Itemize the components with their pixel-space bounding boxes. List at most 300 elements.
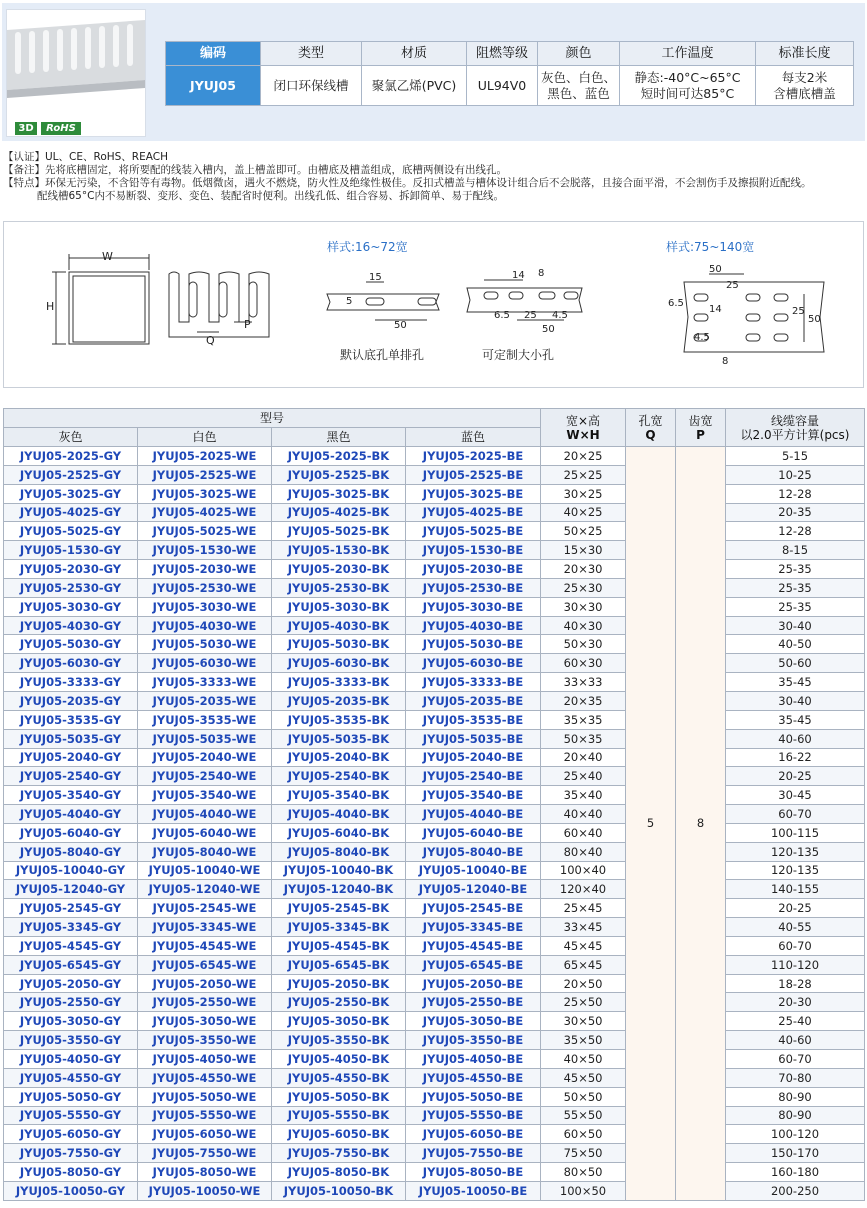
model-black: JYUJ05-6030-BK bbox=[272, 654, 406, 673]
style1-title: 样式:16~72宽 bbox=[327, 240, 408, 254]
model-blue: JYUJ05-4040-BE bbox=[406, 805, 541, 824]
cable-capacity: 150-170 bbox=[726, 1144, 865, 1163]
table-row bbox=[4, 503, 865, 522]
model-gray: JYUJ05-8040-GY bbox=[4, 842, 138, 861]
size-wh: 20×35 bbox=[541, 691, 626, 710]
table-row bbox=[4, 691, 865, 710]
cable-capacity: 140-155 bbox=[726, 880, 865, 899]
dim1-b: 5 bbox=[346, 296, 353, 307]
model-blue: JYUJ05-6030-BE bbox=[406, 654, 541, 673]
model-white: JYUJ05-3540-WE bbox=[138, 786, 272, 805]
model-blue: JYUJ05-4050-BE bbox=[406, 1050, 541, 1069]
table-row bbox=[4, 767, 865, 786]
model-gray: JYUJ05-2025-GY bbox=[4, 447, 138, 466]
dim3-f: 25 bbox=[792, 306, 805, 317]
model-black: JYUJ05-2545-BK bbox=[272, 899, 406, 918]
cable-capacity: 60-70 bbox=[726, 1050, 865, 1069]
model-black: JYUJ05-3535-BK bbox=[272, 710, 406, 729]
model-blue: JYUJ05-12040-BE bbox=[406, 880, 541, 899]
model-white: JYUJ05-8050-WE bbox=[138, 1163, 272, 1182]
size-wh: 20×40 bbox=[541, 748, 626, 767]
model-white: JYUJ05-4030-WE bbox=[138, 616, 272, 635]
model-gray: JYUJ05-4050-GY bbox=[4, 1050, 138, 1069]
model-white: JYUJ05-2525-WE bbox=[138, 465, 272, 484]
model-white: JYUJ05-5050-WE bbox=[138, 1087, 272, 1106]
table-row bbox=[4, 654, 865, 673]
model-blue: JYUJ05-10050-BE bbox=[406, 1181, 541, 1200]
model-gray: JYUJ05-3025-GY bbox=[4, 484, 138, 503]
model-blue: JYUJ05-2540-BE bbox=[406, 767, 541, 786]
model-gray: JYUJ05-4040-GY bbox=[4, 805, 138, 824]
dim2-g: 50 bbox=[542, 324, 555, 335]
table-row bbox=[4, 842, 865, 861]
model-gray: JYUJ05-10040-GY bbox=[4, 861, 138, 880]
table-row bbox=[4, 560, 865, 579]
model-blue: JYUJ05-7550-BE bbox=[406, 1144, 541, 1163]
model-blue: JYUJ05-4545-BE bbox=[406, 936, 541, 955]
label-h: H bbox=[46, 300, 55, 313]
model-blue: JYUJ05-4025-BE bbox=[406, 503, 541, 522]
table-row bbox=[4, 786, 865, 805]
model-white: JYUJ05-7550-WE bbox=[138, 1144, 272, 1163]
model-blue: JYUJ05-5550-BE bbox=[406, 1106, 541, 1125]
cable-capacity: 110-120 bbox=[726, 955, 865, 974]
model-blue: JYUJ05-8050-BE bbox=[406, 1163, 541, 1182]
model-gray: JYUJ05-4025-GY bbox=[4, 503, 138, 522]
model-black: JYUJ05-1530-BK bbox=[272, 541, 406, 560]
col-color: 颜色 bbox=[538, 42, 620, 66]
table-row bbox=[4, 616, 865, 635]
model-gray: JYUJ05-1530-GY bbox=[4, 541, 138, 560]
model-blue: JYUJ05-6040-BE bbox=[406, 823, 541, 842]
model-gray: JYUJ05-2545-GY bbox=[4, 899, 138, 918]
table-row bbox=[4, 1125, 865, 1144]
note-cert: 【认证】UL、CE、RoHS、REACH bbox=[3, 151, 168, 163]
size-wh: 40×50 bbox=[541, 1050, 626, 1069]
cable-capacity: 100-120 bbox=[726, 1125, 865, 1144]
table-row bbox=[4, 673, 865, 692]
table-row bbox=[4, 635, 865, 654]
model-black: JYUJ05-5030-BK bbox=[272, 635, 406, 654]
cable-capacity: 30-40 bbox=[726, 691, 865, 710]
model-black: JYUJ05-8050-BK bbox=[272, 1163, 406, 1182]
model-gray: JYUJ05-3540-GY bbox=[4, 786, 138, 805]
hole-width-q: 5 bbox=[626, 447, 676, 1201]
cable-capacity: 12-28 bbox=[726, 522, 865, 541]
cable-capacity: 60-70 bbox=[726, 805, 865, 824]
tooth-width-p: 8 bbox=[676, 447, 726, 1201]
header-capacity bbox=[726, 409, 865, 447]
model-gray: JYUJ05-2550-GY bbox=[4, 993, 138, 1012]
model-white: JYUJ05-3030-WE bbox=[138, 597, 272, 616]
size-wh: 25×25 bbox=[541, 465, 626, 484]
size-wh: 25×50 bbox=[541, 993, 626, 1012]
model-white: JYUJ05-2550-WE bbox=[138, 993, 272, 1012]
dim3-a: 50 bbox=[709, 264, 722, 275]
table-row bbox=[4, 1163, 865, 1182]
model-blue: JYUJ05-2530-BE bbox=[406, 578, 541, 597]
spec-color bbox=[538, 66, 620, 106]
cable-capacity: 200-250 bbox=[726, 1181, 865, 1200]
header-q-line1: 孔宽 bbox=[638, 413, 663, 428]
cable-capacity: 25-35 bbox=[726, 560, 865, 579]
table-row bbox=[4, 1087, 865, 1106]
spec-table bbox=[165, 41, 854, 106]
model-black: JYUJ05-8040-BK bbox=[272, 842, 406, 861]
table-row bbox=[4, 1106, 865, 1125]
table-head-row1 bbox=[4, 409, 865, 428]
size-wh: 40×30 bbox=[541, 616, 626, 635]
model-gray: JYUJ05-5550-GY bbox=[4, 1106, 138, 1125]
size-wh: 45×45 bbox=[541, 936, 626, 955]
model-black: JYUJ05-7550-BK bbox=[272, 1144, 406, 1163]
model-blue: JYUJ05-2545-BE bbox=[406, 899, 541, 918]
model-blue: JYUJ05-3333-BE bbox=[406, 673, 541, 692]
cable-capacity: 60-70 bbox=[726, 936, 865, 955]
model-blue: JYUJ05-2040-BE bbox=[406, 748, 541, 767]
model-black: JYUJ05-2540-BK bbox=[272, 767, 406, 786]
size-wh: 60×40 bbox=[541, 823, 626, 842]
model-blue: JYUJ05-3050-BE bbox=[406, 1012, 541, 1031]
table-row bbox=[4, 805, 865, 824]
cable-capacity: 30-45 bbox=[726, 786, 865, 805]
model-white: JYUJ05-5025-WE bbox=[138, 522, 272, 541]
model-black: JYUJ05-10040-BK bbox=[272, 861, 406, 880]
size-wh: 45×50 bbox=[541, 1068, 626, 1087]
model-gray: JYUJ05-2035-GY bbox=[4, 691, 138, 710]
model-black: JYUJ05-12040-BK bbox=[272, 880, 406, 899]
table-row bbox=[4, 710, 865, 729]
spec-temp bbox=[620, 66, 756, 106]
model-gray: JYUJ05-2030-GY bbox=[4, 560, 138, 579]
dim3-h: 8 bbox=[722, 356, 729, 367]
cable-capacity: 8-15 bbox=[726, 541, 865, 560]
model-black: JYUJ05-3550-BK bbox=[272, 1031, 406, 1050]
model-black: JYUJ05-2040-BK bbox=[272, 748, 406, 767]
header-p bbox=[676, 409, 726, 447]
dim2-c: 25 bbox=[524, 310, 537, 321]
model-gray: JYUJ05-3535-GY bbox=[4, 710, 138, 729]
model-gray: JYUJ05-3050-GY bbox=[4, 1012, 138, 1031]
model-black: JYUJ05-5035-BK bbox=[272, 729, 406, 748]
cable-capacity: 16-22 bbox=[726, 748, 865, 767]
cable-capacity: 40-60 bbox=[726, 1031, 865, 1050]
notes bbox=[3, 151, 865, 203]
spec-temp-line1: 静态:-40°C~65°C bbox=[634, 69, 741, 85]
table-row bbox=[4, 974, 865, 993]
model-gray: JYUJ05-5035-GY bbox=[4, 729, 138, 748]
label-q: Q bbox=[206, 334, 215, 347]
cable-capacity: 12-28 bbox=[726, 484, 865, 503]
model-table-body bbox=[4, 447, 865, 1201]
dim1-c: 50 bbox=[394, 320, 407, 331]
header-q-line2: Q bbox=[645, 427, 656, 442]
size-wh: 100×50 bbox=[541, 1181, 626, 1200]
model-blue: JYUJ05-2550-BE bbox=[406, 993, 541, 1012]
model-white: JYUJ05-10040-WE bbox=[138, 861, 272, 880]
table-row bbox=[4, 1068, 865, 1087]
drawing-panel bbox=[3, 221, 864, 388]
table-row bbox=[4, 993, 865, 1012]
size-wh: 33×33 bbox=[541, 673, 626, 692]
cable-capacity: 100-115 bbox=[726, 823, 865, 842]
size-wh: 60×30 bbox=[541, 654, 626, 673]
spec-color-line1: 灰色、白色、 bbox=[540, 69, 616, 85]
model-white: JYUJ05-5035-WE bbox=[138, 729, 272, 748]
cable-capacity: 35-45 bbox=[726, 673, 865, 692]
model-gray: JYUJ05-2050-GY bbox=[4, 974, 138, 993]
cable-capacity: 40-55 bbox=[726, 918, 865, 937]
header-black: 黑色 bbox=[272, 428, 406, 447]
model-black: JYUJ05-4550-BK bbox=[272, 1068, 406, 1087]
size-wh: 33×45 bbox=[541, 918, 626, 937]
cable-capacity: 70-80 bbox=[726, 1068, 865, 1087]
header-wh bbox=[541, 409, 626, 447]
model-white: JYUJ05-4040-WE bbox=[138, 805, 272, 824]
model-white: JYUJ05-2050-WE bbox=[138, 974, 272, 993]
model-gray: JYUJ05-4550-GY bbox=[4, 1068, 138, 1087]
model-gray: JYUJ05-3345-GY bbox=[4, 918, 138, 937]
model-gray: JYUJ05-2040-GY bbox=[4, 748, 138, 767]
model-blue: JYUJ05-3550-BE bbox=[406, 1031, 541, 1050]
size-wh: 35×40 bbox=[541, 786, 626, 805]
model-black: JYUJ05-2550-BK bbox=[272, 993, 406, 1012]
model-white: JYUJ05-3345-WE bbox=[138, 918, 272, 937]
model-gray: JYUJ05-7550-GY bbox=[4, 1144, 138, 1163]
model-black: JYUJ05-10050-BK bbox=[272, 1181, 406, 1200]
model-blue: JYUJ05-3030-BE bbox=[406, 597, 541, 616]
dim3-b: 25 bbox=[726, 280, 739, 291]
model-blue: JYUJ05-4030-BE bbox=[406, 616, 541, 635]
model-black: JYUJ05-6040-BK bbox=[272, 823, 406, 842]
spec-length bbox=[756, 66, 854, 106]
model-white: JYUJ05-6050-WE bbox=[138, 1125, 272, 1144]
label-p: P bbox=[244, 318, 251, 331]
cable-capacity: 50-60 bbox=[726, 654, 865, 673]
cable-capacity: 10-25 bbox=[726, 465, 865, 484]
table-row bbox=[4, 1144, 865, 1163]
spec-color-line2: 黑色、蓝色 bbox=[547, 85, 610, 101]
model-gray: JYUJ05-5025-GY bbox=[4, 522, 138, 541]
table-row bbox=[4, 465, 865, 484]
table-row bbox=[4, 1050, 865, 1069]
model-black: JYUJ05-2025-BK bbox=[272, 447, 406, 466]
model-black: JYUJ05-5550-BK bbox=[272, 1106, 406, 1125]
model-gray: JYUJ05-3030-GY bbox=[4, 597, 138, 616]
spec-type: 闭口环保线槽 bbox=[261, 66, 362, 106]
model-black: JYUJ05-3540-BK bbox=[272, 786, 406, 805]
model-black: JYUJ05-3333-BK bbox=[272, 673, 406, 692]
style2-title: 样式:75~140宽 bbox=[666, 240, 755, 254]
col-flame: 阻燃等级 bbox=[467, 42, 538, 66]
label-w: W bbox=[102, 250, 113, 263]
model-white: JYUJ05-12040-WE bbox=[138, 880, 272, 899]
caption-custom: 可定制大小孔 bbox=[482, 348, 555, 362]
size-wh: 30×25 bbox=[541, 484, 626, 503]
model-white: JYUJ05-8040-WE bbox=[138, 842, 272, 861]
model-white: JYUJ05-2040-WE bbox=[138, 748, 272, 767]
size-wh: 35×50 bbox=[541, 1031, 626, 1050]
size-wh: 25×45 bbox=[541, 899, 626, 918]
model-gray: JYUJ05-6050-GY bbox=[4, 1125, 138, 1144]
model-white: JYUJ05-3025-WE bbox=[138, 484, 272, 503]
size-wh: 50×50 bbox=[541, 1087, 626, 1106]
model-black: JYUJ05-2035-BK bbox=[272, 691, 406, 710]
dim3-c: 6.5 bbox=[668, 298, 684, 309]
model-white: JYUJ05-10050-WE bbox=[138, 1181, 272, 1200]
dim2-d: 6.5 bbox=[494, 310, 510, 321]
model-white: JYUJ05-2545-WE bbox=[138, 899, 272, 918]
cable-capacity: 30-40 bbox=[726, 616, 865, 635]
model-white: JYUJ05-1530-WE bbox=[138, 541, 272, 560]
header-p-line1: 齿宽 bbox=[688, 413, 713, 428]
model-black: JYUJ05-2050-BK bbox=[272, 974, 406, 993]
size-wh: 50×35 bbox=[541, 729, 626, 748]
col-temp: 工作温度 bbox=[620, 42, 756, 66]
product-image bbox=[6, 9, 146, 137]
cable-capacity: 120-135 bbox=[726, 842, 865, 861]
size-wh: 120×40 bbox=[541, 880, 626, 899]
model-blue: JYUJ05-10040-BE bbox=[406, 861, 541, 880]
model-white: JYUJ05-2540-WE bbox=[138, 767, 272, 786]
size-wh: 75×50 bbox=[541, 1144, 626, 1163]
table-row bbox=[4, 447, 865, 466]
model-black: JYUJ05-2530-BK bbox=[272, 578, 406, 597]
model-white: JYUJ05-6545-WE bbox=[138, 955, 272, 974]
size-wh: 65×45 bbox=[541, 955, 626, 974]
size-wh: 80×40 bbox=[541, 842, 626, 861]
model-white: JYUJ05-5550-WE bbox=[138, 1106, 272, 1125]
size-wh: 100×40 bbox=[541, 861, 626, 880]
spec-value-row bbox=[166, 66, 854, 106]
size-wh: 25×40 bbox=[541, 767, 626, 786]
size-wh: 30×30 bbox=[541, 597, 626, 616]
table-row bbox=[4, 955, 865, 974]
note-remark: 【备注】先将底槽固定，将所要配的线装入槽内，盖上槽盖即可。由槽底及槽盖组成，底槽两侧设有出线孔。 bbox=[3, 164, 507, 176]
model-gray: JYUJ05-8050-GY bbox=[4, 1163, 138, 1182]
model-blue: JYUJ05-8040-BE bbox=[406, 842, 541, 861]
model-black: JYUJ05-5025-BK bbox=[272, 522, 406, 541]
model-gray: JYUJ05-5050-GY bbox=[4, 1087, 138, 1106]
col-type: 类型 bbox=[261, 42, 362, 66]
model-white: JYUJ05-2025-WE bbox=[138, 447, 272, 466]
cable-capacity: 20-35 bbox=[726, 503, 865, 522]
size-wh: 20×50 bbox=[541, 974, 626, 993]
header-capacity-line2: 以2.0平方计算(pcs) bbox=[740, 427, 850, 442]
spec-temp-line2: 短时间可达85°C bbox=[640, 85, 735, 101]
model-white: JYUJ05-3050-WE bbox=[138, 1012, 272, 1031]
model-blue: JYUJ05-6545-BE bbox=[406, 955, 541, 974]
table-row bbox=[4, 899, 865, 918]
col-code: 编码 bbox=[166, 42, 261, 66]
model-white: JYUJ05-3550-WE bbox=[138, 1031, 272, 1050]
duct-photo-icon bbox=[7, 10, 145, 110]
model-black: JYUJ05-3050-BK bbox=[272, 1012, 406, 1031]
model-blue: JYUJ05-6050-BE bbox=[406, 1125, 541, 1144]
cable-capacity: 40-50 bbox=[726, 635, 865, 654]
model-blue: JYUJ05-1530-BE bbox=[406, 541, 541, 560]
model-blue: JYUJ05-2025-BE bbox=[406, 447, 541, 466]
dim2-e: 4.5 bbox=[552, 310, 568, 321]
table-row bbox=[4, 522, 865, 541]
model-blue: JYUJ05-2050-BE bbox=[406, 974, 541, 993]
cable-capacity: 160-180 bbox=[726, 1163, 865, 1182]
cable-capacity: 20-25 bbox=[726, 767, 865, 786]
model-gray: JYUJ05-4545-GY bbox=[4, 936, 138, 955]
cable-capacity: 80-90 bbox=[726, 1106, 865, 1125]
model-black: JYUJ05-6050-BK bbox=[272, 1125, 406, 1144]
table-row bbox=[4, 936, 865, 955]
model-gray: JYUJ05-2525-GY bbox=[4, 465, 138, 484]
model-blue: JYUJ05-3025-BE bbox=[406, 484, 541, 503]
model-black: JYUJ05-4030-BK bbox=[272, 616, 406, 635]
table-row bbox=[4, 918, 865, 937]
table-row bbox=[4, 541, 865, 560]
model-blue: JYUJ05-4550-BE bbox=[406, 1068, 541, 1087]
table-row bbox=[4, 484, 865, 503]
model-white: JYUJ05-4050-WE bbox=[138, 1050, 272, 1069]
spec-code: JYUJ05 bbox=[166, 66, 261, 106]
model-black: JYUJ05-2030-BK bbox=[272, 560, 406, 579]
model-blue: JYUJ05-5050-BE bbox=[406, 1087, 541, 1106]
dim1-a: 15 bbox=[369, 272, 382, 283]
model-blue: JYUJ05-3345-BE bbox=[406, 918, 541, 937]
dim2-a: 14 bbox=[512, 270, 525, 281]
model-blue: JYUJ05-5025-BE bbox=[406, 522, 541, 541]
size-wh: 60×50 bbox=[541, 1125, 626, 1144]
table-row bbox=[4, 823, 865, 842]
model-black: JYUJ05-4040-BK bbox=[272, 805, 406, 824]
model-blue: JYUJ05-3540-BE bbox=[406, 786, 541, 805]
spec-length-line2: 含槽底槽盖 bbox=[773, 85, 836, 101]
size-wh: 25×30 bbox=[541, 578, 626, 597]
table-row bbox=[4, 1031, 865, 1050]
cable-capacity: 35-45 bbox=[726, 710, 865, 729]
header-p-line2: P bbox=[696, 427, 705, 442]
size-wh: 15×30 bbox=[541, 541, 626, 560]
cable-capacity: 5-15 bbox=[726, 447, 865, 466]
size-wh: 30×50 bbox=[541, 1012, 626, 1031]
model-gray: JYUJ05-6030-GY bbox=[4, 654, 138, 673]
model-white: JYUJ05-2530-WE bbox=[138, 578, 272, 597]
header-wh-line2: W×H bbox=[566, 427, 600, 442]
cable-capacity: 25-40 bbox=[726, 1012, 865, 1031]
table-row bbox=[4, 748, 865, 767]
model-gray: JYUJ05-10050-GY bbox=[4, 1181, 138, 1200]
size-wh: 20×25 bbox=[541, 447, 626, 466]
header-wh-line1: 宽×高 bbox=[565, 413, 601, 428]
model-gray: JYUJ05-2530-GY bbox=[4, 578, 138, 597]
model-black: JYUJ05-6545-BK bbox=[272, 955, 406, 974]
size-wh: 55×50 bbox=[541, 1106, 626, 1125]
cable-capacity: 80-90 bbox=[726, 1087, 865, 1106]
dim2-b: 8 bbox=[538, 268, 545, 279]
cable-capacity: 25-35 bbox=[726, 597, 865, 616]
note-feature-line1: 【特点】环保无污染，不含铅等有毒物。低烟微卤，遇火不燃烧，防火性及绝缘性极佳。反扣式槽盖与槽体设计组合后不会脱落，且接合面平滑，不会割伤手及擦损附近配线。 bbox=[3, 177, 812, 189]
cable-capacity: 20-25 bbox=[726, 899, 865, 918]
model-blue: JYUJ05-3535-BE bbox=[406, 710, 541, 729]
spec-material: 聚氯乙烯(PVC) bbox=[362, 66, 467, 106]
header-capacity-line1: 线缆容量 bbox=[771, 413, 820, 428]
model-gray: JYUJ05-6040-GY bbox=[4, 823, 138, 842]
model-blue: JYUJ05-5030-BE bbox=[406, 635, 541, 654]
model-white: JYUJ05-6040-WE bbox=[138, 823, 272, 842]
size-wh: 50×30 bbox=[541, 635, 626, 654]
model-gray: JYUJ05-2540-GY bbox=[4, 767, 138, 786]
table-row bbox=[4, 1181, 865, 1200]
caption-default: 默认底孔单排孔 bbox=[340, 348, 425, 362]
size-wh: 20×30 bbox=[541, 560, 626, 579]
